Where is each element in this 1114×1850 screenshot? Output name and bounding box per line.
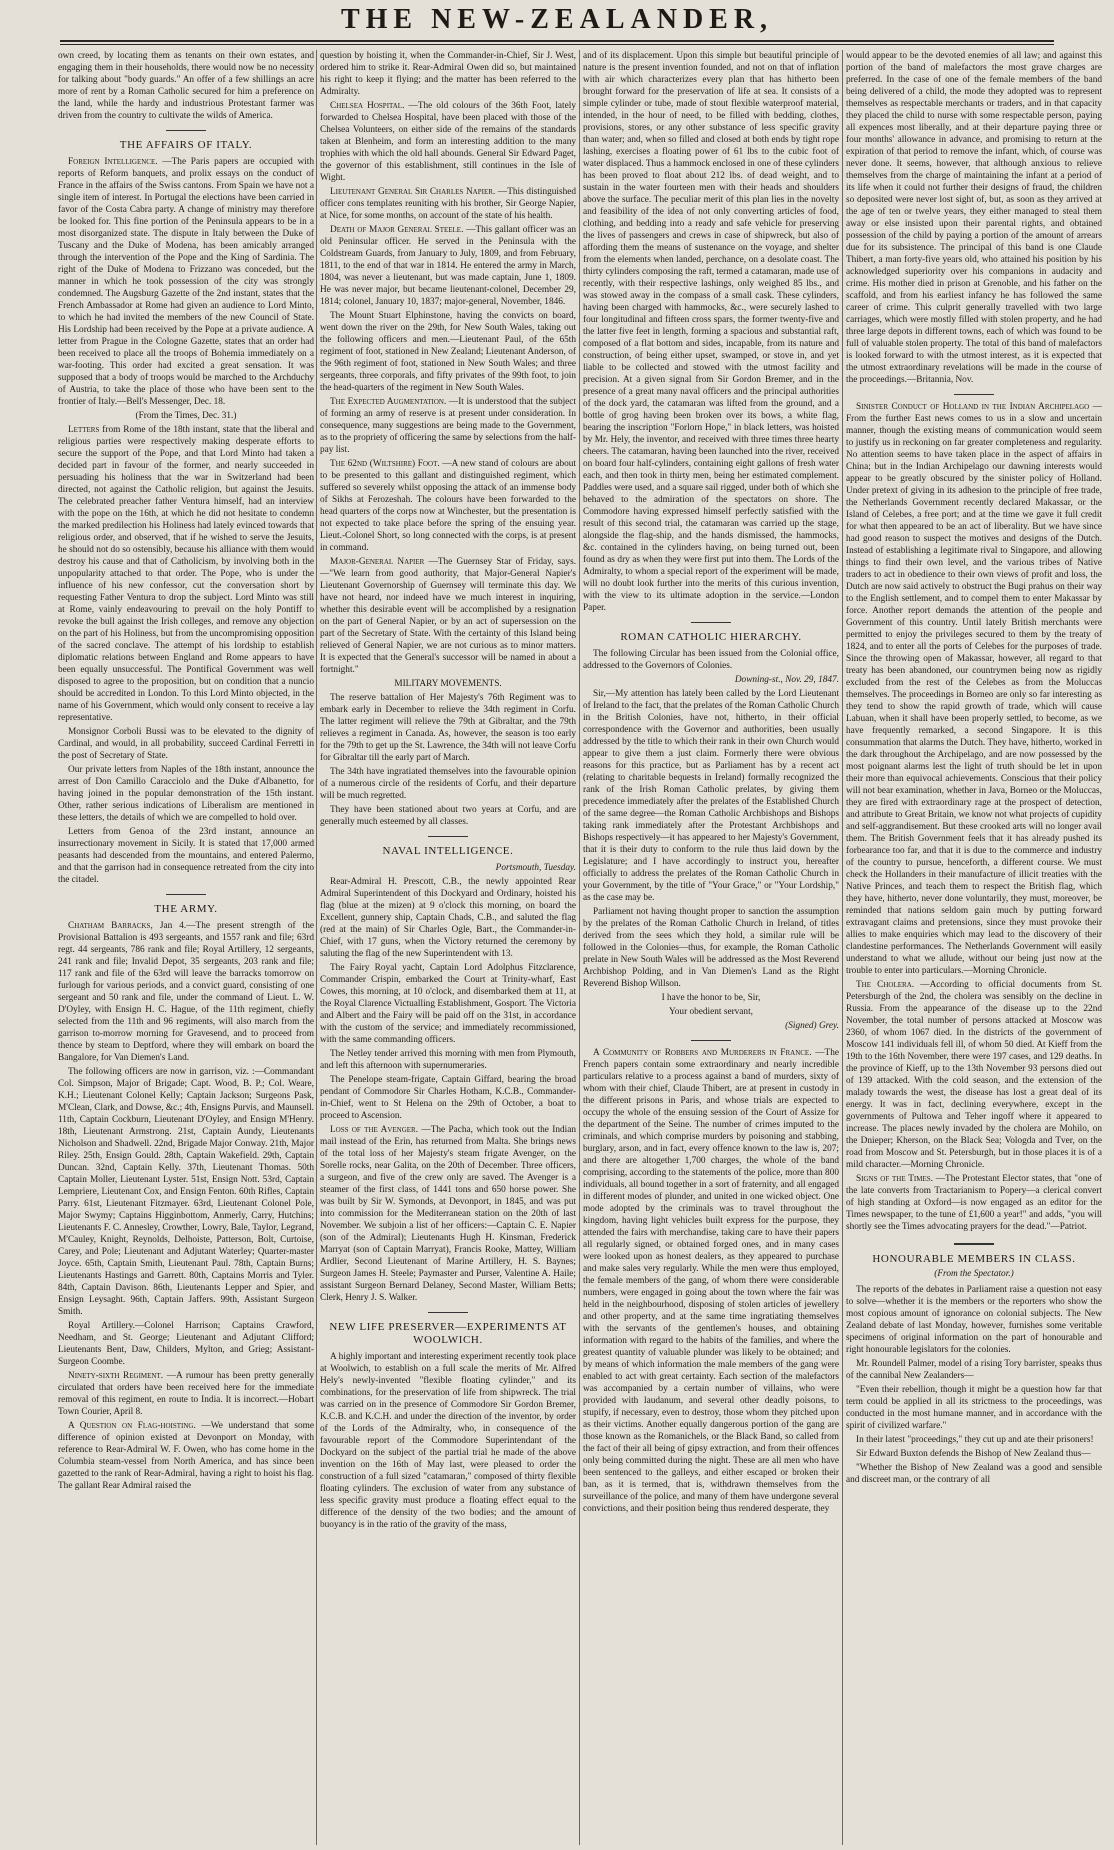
article-paragraph: question by hoisting it, when the Commander-in-Chief, Sir J. West, ordered him to strike it. Rear-Admiral Owen did so, but maintained his right to keep it flying; and the matter has been referred to the Admiralty. bbox=[320, 51, 576, 97]
paragraph-lead: Major-General Napier bbox=[330, 557, 425, 567]
paragraph-text: —It is understood that the subject of forming an army of reserve is at present under consideration. In consequence, many suggestions are being made to the Government, as to the propriety of officering the same by selections from the half-pay list. bbox=[320, 397, 576, 455]
paragraph-lead: Chatham Barracks, bbox=[68, 921, 153, 931]
article-paragraph bbox=[320, 224, 576, 308]
paragraph-text: —The Guernsey Star of Friday, says.—"We learn from good authority, that Major-General Napier's Lieutenant Governorship of Guernsey will terminate this day. We have not heard, nor indeed have we much interest in inquiring, whether this desirable event will be accomplished by a resignation on the part of General Napier, or by an act of supersession on the part of the Secretary of State. With the certainty of this Island being relieved of General Napier, we are not curious as to minor matters. It is expected that the General's successor will be named in about a fortnight." bbox=[320, 557, 576, 675]
article-paragraph: Letters from Genoa of the 23rd instant, announce an insurrectionary movement in Sicily. It is stated that 17,000 armed peasants had descended from the mountains, and entered Palermo, and that the garrison had in consequence retreated from the city into the citadel. bbox=[58, 827, 314, 885]
paragraph-lead: Lieutenant General Sir Charles Napier. bbox=[330, 187, 496, 197]
article-paragraph: Sir Edward Buxton defends the Bishop of New Zealand thus— bbox=[856, 1449, 1091, 1459]
article-paragraph bbox=[58, 1420, 314, 1492]
article-paragraph bbox=[846, 1173, 1102, 1233]
column-divider bbox=[842, 50, 843, 1845]
paragraph-text: —From the further East news comes to us in a slow and uncertain manner, though the existing means of communication would seem to justify us in reckoning on far greater completeness and regularity. No attention seems to have taken place in the aspect of affairs in China; but in the Indian Archipelago our dawning interests would appear to be greatly obscured by the sinister policy of Holland. Under pretext of giving in its adhesion to the principle of free trade, the Netherlands Government recently declared Makassar, or the Island of Celebes, a free port; and at the time we gave it full credit for what then appeared to be an act of liberality. But we have since had good reason to suspect the motives and designs of the Dutch. Instead of establishing a legitimate rival to Singapore, and allowing things to find their own level, and the various tribes of Native traders to act in obedience to their own views of profit and loss, the Dutch are now said actively to obstruct the Bugi prahus on their way to the English settlement, and to compel them to enter Makassar by force. Another report demands the attention of the people and Government of this country. Until lately British merchants were permitted to enjoy the privileges secured to them by the treaty of 1824, and to enter all the ports of Celebes for the purposes of trade. Since the throwing open of Makassar, however, all regard to that treaty has been abandoned, our countrymen being now as rigidly excluded from the rest of the Celebes as from the Moluccas themselves. The proceedings in Borneo are only so far interesting as they tend to show the rapid growth of trade, which will cause Labuan, when it shall have been properly settled, to become, as we have frequently remarked, a second Singapore. It is this consummation that alarms the Dutch. They have, hitherto, worked in the dark throughout the Archipelago, and are now possessed by the most poignant alarms lest the light of truth should be let in upon their more than equivocal achievements. Conscious that their policy will not bear examination, whether in Java, Borneo or the Moluccas, they are fired with extraordinary rage at the prospect of detection, and attribute to Great Britain, we know not what projects of cupidity and self-aggrandisement. But these crooked arts will no longer avail them. The British Government feels that it has already pushed its forbearance too far, and that it is due to the commerce and industry of the country to pursue, henceforth, a different course. We must check the Hollanders in their manufacture of illicit treaties with the Native Princes, and teach them to respect the British flag, which they have, hitherto, never done voluntarily, they must, moreover, be reminded that nations seldom gain much by putting forward extravagant claims and pretensions, since they must provoke their allies to make enquiries which may lead to the discovery of their clandestine performances. The Netherlands Government will easily understand to what we allude, without our being just now at the trouble to enter into particulars.—Morning Chronicle. bbox=[846, 402, 1102, 976]
article-paragraph: The Fairy Royal yacht, Captain Lord Adolphus Fitzclarence, Commander Crispin, embarked the Court at Trinity-wharf, East Cowes, this morning, at 10 o'clock, and disembarked them at 11, at the Royal Clarence Victualling Establishment, Gosport. The Victoria and Albert and the Fairy will be paid off on the 31st, in accordance with the custom of the service; and immediately recommissioned, with the same commanding officers. bbox=[320, 963, 576, 1045]
article-paragraph: Portsmouth, Tuesday. bbox=[495, 863, 576, 873]
paragraph-text: —According to official documents from St. Petersburgh of the 2nd, the cholera was sensibly on the decline in Russia. From the appearance of the disease up to the 22nd November, the total number of persons attacked at Moscow was 2360, of whom 1067 died. In the districts of the government of Moscow 141 individuals fell ill, of whom 50 died. At Kieff from the 19th to the 16th November, there were 197 cases, and 129 deaths. In the province of Kieff, up to the 13th November 93 persons died out of 139 attacked. With the cold season, and the extension of the malady towards the west, the disease has lost a great deal of its energy. It was in fact, declining everywhere, except in the governments of Pultowa and Teher ingoff where it appeared to increase. The places newly invaded by the cholera are Mohilo, on the Dnieper; Kherson, on the Black Sea; Vologda and Tver, on the road from Moscow and St. Petersburgh, but in those places it is of a mild character.—Morning Chronicle. bbox=[846, 980, 1102, 1170]
paragraph-lead: Sinister Conduct of Holland in the Indian Archipelago bbox=[856, 402, 1090, 412]
paragraph-lead: The 62nd (Wiltshire) Foot. bbox=[330, 459, 440, 469]
paragraph-text: —This gallant officer was an old Peninsular officer. He served in the Peninsula with the Coldstream Guards, from January to July, 1809, and from February, 1811, to the end of that war in 1814. He entered the army in March, 1804, was never a lieutenant, but was made captain, June 1, 1809. He was never major, but became lieutenant-colonel, December 29, 1814; colonel, January 10, 1837; major-general, November, 1846. bbox=[320, 225, 576, 307]
paragraph-text: —The Pacha, which took out the Indian mail instead of the Erin, has returned from Malta. She brings news of the total loss of her Majesty's steam frigate Avenger, on the Sorelle rocks, near Galita, on the 20th of December. Three officers, a surgeon, and five of the crew only are saved. The Avenger is a steamer of the first class, of 1441 tons and 650 horse power. She was built by Sir W. Symonds, at Devonport, in 1845, and was put into commission for the Mediterranean station on the 20th of last November. We subjoin a list of her officers:—Captain C. E. Napier (son of the Admiral); Lieutenants Hugh H. Kinsman, Frederick Marryat (son of Captain Marryat), Francis Rooke, Mattey, William Ardlier, Second Lieutenant of Marine Artillery, H. S. Baynes; Surgeon James H. Steele; Paymaster and Purser, Valentine A. Haile; assistant Surgeon Bernard Delaney, Second Master, William Betts; Clerk, Henry J. S. Walker. bbox=[320, 1125, 576, 1303]
column-2 bbox=[320, 50, 576, 1845]
section-heading: NAVAL INTELLIGENCE. bbox=[382, 845, 514, 857]
article-paragraph: They have been stationed about two years at Corfu, and are generally much esteemed by all classes. bbox=[320, 805, 576, 827]
paragraph-text: Jan 4.—The present strength of the Provisional Battalion is 493 sergeants, and 1557 rank and file; 63rd regt. 44 sergeants, 786 rank and file; Royal Artillery, 12 sergeants, 241 rank and file; Invalid Depot, 35 sergeants, 203 rank and file; 117 rank and file of the 63rd will leave the barracks tomorrow on furlough for various periods, and a convict guard, consisting of one sergeant and 50 rank and file, under the command of Lieut. L. W. D'Oyley, with Ensign H. C. Hague, of the 11th regiment, chiefly selected from the 11th and 96 regiments, will also march from the garrison to-morrow morning for Gravesend, and to proceed from thence by steam to Deptford, where they will embark on board the Bangalore, for Van Diemen's Land. bbox=[58, 921, 314, 1063]
article-paragraph bbox=[58, 1370, 314, 1418]
article-paragraph bbox=[320, 100, 576, 184]
article-paragraph: The Penelope steam-frigate, Captain Giffard, bearing the broad pendant of Commodore Sir Charles Hotham, K.C.B., Commander-in-Chief, went to St Helena on the 29th of October, a boat to proceed to Ascension. bbox=[320, 1075, 576, 1121]
paragraph-text: —A new stand of colours are about to be presented to this gallant and distinguished regiment, which suffered so severely whilst opposing the attack of an immense body of Sikhs at Ferozeshah. The colours have been forwarded to the head quarters of the corps now at Winchester, but the presentation is not expected to take place before the spring of the ensuing year. Lieut.-Colonel Short, so long connected with the corps, is at present in command. bbox=[320, 459, 576, 553]
paragraph-lead: The Cholera. bbox=[856, 980, 915, 990]
section-divider bbox=[954, 394, 994, 395]
paragraph-text: —We understand that some difference of opinion existed at Devonport on Monday, with reference to Rear-Admiral W. F. Owen, who has come home in the Columbia steam-vessel from North America, and has since been gazetted to the rank of Rear-Admiral, having a right to hoist his flag. The gallant Rear Admiral raised the bbox=[58, 1421, 314, 1491]
article-paragraph: Mr. Roundell Palmer, model of a rising Tory barrister, speaks thus of the cannibal New Zealanders— bbox=[846, 1359, 1102, 1381]
section-divider bbox=[691, 1040, 731, 1041]
paragraph-text: —The Paris papers are occupied with reports of Reform banquets, and prolix essays on the conduct of France in the affairs of the Swiss cantons. From Spain we have not a single item of interest. In Portugal the elections have been carried in favor of the Costa Cabra party. A change of ministry may therefore be looked for. This fine portion of the Peninsula appears to be in a most disorganized state. The dispute in Italy between the Duke of Tuscany and the Duke of Modena, has been amicably arranged through the intervention of the Pope and the King of Sardinia. The right of the Duke of Modena to Frizzano was conceded, but the manner in which he took possession of the city was strongly condemned. The Augsburg Gazette of the 2nd instant, states that the French Ambassador at Rome had given an audience to Lord Minto, to which he had invited the members of the new Council of State. His Lordship had been received by the Pope at a private audience. A letter from Prague in the Cologne Gazette, states that an order had been received to place all the troops of Bohemia immediately on a war-footing. This order had excited a great sensation. It was supposed that a body of troops would be marched to the Archduchy of Austria, to take the place of those who have been sent to the frontier of Italy.—Bell's Messenger, Dec. 18. bbox=[58, 157, 314, 407]
masthead-title: THE NEW-ZEALANDER, bbox=[340, 4, 774, 35]
article-paragraph: The reserve battalion of Her Majesty's 76th Regiment was to embark early in December to relieve the 34th regiment in Corfu. The latter regiment will relieve the 79th at Gibraltar, and the 79th relieves a regiment in Canada. As, however, the season is too early for the 79th to get up the St. Lawrence, the 34th will not leave Corfu for Gibraltar till the early part of March. bbox=[320, 693, 576, 763]
article-paragraph: Downing-st., Nov. 29, 1847. bbox=[734, 675, 839, 685]
section-divider bbox=[428, 836, 468, 837]
paragraph-text: —The Protestant Elector states, that "one of the late converts from Tractarianism to Popery—a clerical convert of high standing at Oxford—is now engaged as an editor for the Times newspaper, to the tune of £1,600 a year!" and adds, "you will shortly see the Times advocating prayers for the dead."—Patriot. bbox=[846, 1174, 1102, 1232]
article-paragraph: A highly important and interesting experiment recently took place at Woolwich, to establish on a full scale the merits of Mr. Alfred Hely's newly-invented "flexible floating cylinder," and its combinations, for the preservation of life from shipwreck. The trial was carried on in the presence of Commodore Sir Gordon Bremer, K.C.B. and K.C.H. and under the direction of the inventor, by order of the Lords of the Admiralty, who, in consequence of the favourable report of the Commodore Superintendant of the Dockyard on the subject of the partial trial he made of the above invention on the 16th of May last, were pleased to order the construction of a full sized "catamaran," composed of thirty flexible floating cylinders. The exclusion of water from any substance of less specific gravity must produce a floating effect equal to the difference of the density of the two bodies; and the amount of buoyancy is in the ratio of the gravity of the mass, bbox=[320, 1352, 576, 1530]
paragraph-lead: Foreign Intelligence. bbox=[68, 157, 158, 167]
article-paragraph bbox=[320, 186, 576, 222]
article-paragraph: The following Circular has been issued from the Colonial office, addressed to the Governors of Colonies. bbox=[583, 649, 839, 671]
paragraph-lead: Signs of the Times. bbox=[856, 1174, 933, 1184]
article-paragraph: Rear-Admiral H. Prescott, C.B., the newly appointed Rear Admiral Superintendent of this Dockyard and Ordinary, hoisted his flag (blue at the mizen) at 9 o'clock this morning, on board the Excellent, gunnery ship, Captain Chads, C.B., and saluted the flag (red at the main) of Sir Charles Ogle, Bart., the Commander-in-Chief, with 17 guns, when the Victory returned the ceremony by saluting the flag of the new Superintendent with 13. bbox=[320, 877, 576, 959]
article-paragraph: The reports of the debates in Parliament raise a question not easy to solve—whether it is the members or the reporters who show the most copious amount of ignorance on colonial subjects. The New Zealand debate of last Monday, however, furnishes some veritable specimens of original information on the part of honourable and right honourable legislators for the colonies. bbox=[846, 1285, 1102, 1355]
column-3 bbox=[583, 50, 839, 1845]
article-paragraph: Your obedient servant, bbox=[668, 1007, 753, 1017]
article-paragraph: (Signed) Grey. bbox=[785, 1021, 839, 1031]
paragraph-lead: Death of Major General Steele. bbox=[330, 225, 464, 235]
article-paragraph bbox=[846, 401, 1102, 977]
paragraph-text: —This distinguished officer cons templates reuniting with his brother, Sir George Napier, at Nice, for some months, on account of the state of his health. bbox=[320, 187, 576, 221]
article-paragraph: (From the Times, Dec. 31.) bbox=[135, 411, 237, 421]
article-paragraph bbox=[320, 396, 576, 456]
section-divider bbox=[954, 1243, 994, 1245]
column-4 bbox=[846, 50, 1102, 1845]
masthead-rule bbox=[60, 40, 1054, 45]
article-paragraph: The Netley tender arrived this morning with men from Plymouth, and left this afternoon with supernumeraries. bbox=[320, 1049, 576, 1071]
section-heading: NEW LIFE PRESERVER—EXPERIMENTS AT WOOLWICH. bbox=[329, 1321, 567, 1346]
column-divider bbox=[316, 50, 317, 1845]
section-heading: HONOURABLE MEMBERS IN CLASS. bbox=[872, 1253, 1076, 1265]
article-paragraph: MILITARY MOVEMENTS. bbox=[394, 679, 502, 689]
article-paragraph bbox=[58, 424, 314, 724]
paragraph-lead: Loss of the Avenger. bbox=[330, 1125, 419, 1135]
article-paragraph: The following officers are now in garrison, viz. :—Commandant Col. Simpson, Major of Brigade; Capt. Wood, B. P.; Col. Weare, K.H.; Lieutenant Colonel Kelly; Captain Jackson; Surgeons Pask, M'Clean, Clark, and Dowse, &c.; 4th, Ensigns Purvis, and Maunsell. 11th, Captain Cockburn, Lieutenant D'Oyley, and Ensign M'Henry. 18th, Lieutenant Armstrong. 21st, Captain Aundy, Lieutenants Nicholson and Shadwell. 22nd, Brigade Major Conway. 21th, Major Riley. 25th, Ensign Gould. 28th, Captain Wakefield. 29th, Captain Duncan. 32nd, Captain Kelly. 37th, Lieutenant Thomas. 50th Captain Moller, Lieutenant Lyster. 51st, Ensign Nott. 53rd, Captain Lempriere, Lieutenant Cox, and Ensign Fenton. 60th Rifles, Captain Parry. 61st, Lieutenant Fitzmayer. 63rd, Lieutenant Colonel Pole, Major Swymy; Captains Higginbottom, Anmerly, Carry, Hutchins; Lieutenants F. C. Annesley, Crowther, Lowry, Bale, Taylor, Legrand, M'Cauley, Knight, Reynolds, Delhoiste, Patterson, Bolt, Curtoise, Carey, and Pole; Lieutenant and Adjutant Waterley; Quarter-master Joyce. 65th, Captain Smith, Lieutenant Paul. 78th, Captain Burns; Lieutenants Hastings and Garrett. 80th, Captains Morris and Tyler. 84th, Captain Davison. 86th, Lieutenants Lepper and Spier, and Ensign Leysaght. 96th, Captain Jaffers. 99th, Assistant Surgeon Smith. bbox=[58, 1067, 314, 1317]
section-divider bbox=[691, 622, 731, 623]
paragraph-text: —The French papers contain some extraordinary and nearly incredible particulars relative to a process against a band of murders, sixty of whom with their chief, Claude Thibert, are at present in custody in the different prisons in Paris, and whose trials are expected to occupy the whole of the ensuing session of the Court of Assize for the department of the Seine. The number of crimes imputed to the criminals, and which comprise murders by poisoning and stabbing, burglary, arson, and in fact, every offence known to the law is, 207; and there are altogether 1,700 charges, the whole of the band comprising, according to the statements of the police, more than 800 individuals, all bound together in a sort of fraternity, and all engaged in different modes of plunder, and united in one wicked object. One mode adopted by the criminals was to travel throughout the kingdom, having light vehicles built express for the purpose, they attended the fairs with merchandise, taking care to have their papers all regularly signed, or obtained forged ones, and in many cases were looked upon as honest dealers, as they appeared to purchase and make sales very regularly. While the men were thus employed, the female members of the gang, of whom there were considerable numbers, were engaged in going about the town where the fair was held in the neighbourhood, disposing of stolen articles of jewellery and other property, and at the same time ingratiating themselves with the servants of the gentlemen's houses, and obtaining information with regard to the habits of the families, and where the greatest quantity of valuable plunder was likely to be obtained; and by means of which information the male members of the gang were enabled to act with great certainty. Each section of the malefactors was accompanied by a certain number of villains, who were provided with laudanum, and several other deadly poisons, to stupify, if necessary, even to destroy, those whom they pitched upon as their victims. Another equally dangerous portion of the gang are those known as the Romanichels, or the Black Band, so called from the fact of their all being of gipsy extraction, and from their offences only being committed during the night. These are all men who have been sentenced to the galleys, and either escaped or broken their ban, as it is termed, that is, withdrawn themselves from the surveillance of the police, and many of them have undergone several convictions, and their position being thus rendered desperate, they bbox=[583, 1048, 839, 1514]
article-paragraph: "Even their rebellion, though it might be a question how far that term could be applied in all its strictness to the proceedings, was conducted in the most humane manner, and in accordance with the spirit of civilized warfare." bbox=[846, 1385, 1102, 1431]
section-heading: THE ARMY. bbox=[154, 903, 218, 915]
article-paragraph: The Mount Stuart Elphinstone, having the convicts on board, went down the river on the 29th, for New South Wales, taking out the following officers and men.—Lieutenant Paul, of the 65th regiment of foot, stationed in New Zealand; Lieutenant Anderson, of the 96th regiment of foot, stationed in New South Wales; and three sergeants, three corporals, and fifty privates of the 99th foot, to join the head-quarters of the regiment in New South Wales. bbox=[320, 311, 576, 393]
paragraph-lead: A Question on Flag-hoisting. bbox=[68, 1421, 196, 1431]
article-paragraph bbox=[320, 1124, 576, 1304]
section-source: (From the Spectator.) bbox=[934, 1269, 1014, 1279]
article-paragraph: Our private letters from Naples of the 18th instant, announce the arrest of Don Camillo Caracciolo and the Duke d'Albanetto, for having joined in the popular demonstration of the 15th instant. Other, rather serious indications of Liberalism are mentioned in these letters, the details of which we are compelled to hold over. bbox=[58, 765, 314, 823]
article-paragraph: Monsignor Corboli Bussi was to be elevated to the dignity of Cardinal, and would, in all probability, succeed Cardinal Ferretti in the post of Secretary of State. bbox=[58, 727, 314, 761]
article-paragraph bbox=[846, 979, 1102, 1171]
section-divider bbox=[166, 894, 206, 895]
article-paragraph bbox=[583, 1047, 839, 1515]
paragraph-text: from Rome of the 18th instant, state that the liberal and religious parties were respectively making desperate efforts to secure the support of the Pope, and that Lord Minto had taken a decided part in favour of the former, and nearly succeeded in persuading his holiness that the war in Switzerland had been directed, not against the Catholic religion, but against the Jesuits. The celebrated preacher father Ventura himself, had an interview with the pope on the 16th, at which he did not hesitate to condemn the marked predilection his Holiness had lately evinced towards that religious order, and observed, that if he wished to serve the Jesuits, he should not do so ostensibly, because his alliance with them would destroy his cause and that of Catholicism, by involving both in the unpopularity attached to that order. The Pope, who is under the influence of his new confessor, cut the conversation short by requesting Father Ventura to drop the subject. Lord Minto was still at Rome, vainly endeavouring to prevail on the holy Pontiff to revoke the bull against the Irish colleges, and remove any objection on the part of his Holiness, but from the uncompromising opposition of the sacred conclave. The attempt of his lordship to establish diplomatic relations between England and Rome appears to have been equally unsuccessful. The Pontifical Government was well disposed to agree to the proposition, but on condition that a nuncio should be accredited in London. To this Lord Minto objected, in the name of his Government, which would only consent to receive a lay representative. bbox=[58, 425, 314, 723]
section-divider bbox=[428, 1312, 468, 1313]
paragraph-lead: Chelsea Hospital. bbox=[330, 101, 405, 111]
paragraph-lead: The Expected Augmentation. bbox=[330, 397, 447, 407]
article-paragraph: I have the honor to be, Sir, bbox=[661, 993, 761, 1003]
article-paragraph: Sir,—My attention has lately been called by the Lord Lieutenant of Ireland to the fact, that the prelates of the Roman Catholic Church in the British Colonies, have not, hitherto, in their official correspondence with the Governor and authorities, been usually addressed by the title to which their rank in their own Church would appear to give them a just claim. Formerly there were obvious reasons for this practice, but as Parliament has by a recent act (relating to charitable bequests in Ireland) formally recognized the rank of the Irish Roman Catholic prelates, by giving them precedence immediately after the prelates of the Established Church of the same degree—the Roman Catholic Archbishops and Bishops taking rank immediately after the Protestant Archbishops and Bishops respectively—it has appeared to her Majesty's Government, that it is their duty to conform to the rule thus laid down by the Legislature; and I have accordingly to instruct you, hereafter officially to address the prelates of the Roman Catholic Church in your Government, by the title of "Your Grace," or "Your Lordship," as the case may be. bbox=[583, 689, 839, 903]
article-paragraph bbox=[58, 920, 314, 1064]
paragraph-text: —A rumour has been pretty generally circulated that orders have been received here for the immediate removal of this regiment, en route to India. It is incorrect.—Hobart Town Courier, April 8. bbox=[58, 1371, 314, 1417]
paragraph-text: —The old colours of the 36th Foot, lately forwarded to Chelsea Hospital, have been placed with those of the Chelsea Volunteers, on either side of the remains of the standards taken at Blenheim, and form an interesting addition to the many trophies with which the old hall abounds. General Sir Edward Paget, the governor of this establishment, still continues in the Isle of Wight. bbox=[320, 101, 576, 183]
article-paragraph: Parliament not having thought proper to sanction the assumption by the prelates of the Roman Catholic Church in Ireland, of titles derived from the sees which they hold, a similar rule will be followed in the Colonies—thus, for example, the Roman Catholic prelate in New South Wales will be addressed as the Most Reverend Archbishop Polding, and in Van Diemen's Land as the Right Reverend Bishop Willson. bbox=[583, 907, 839, 989]
column-divider bbox=[579, 50, 580, 1845]
article-paragraph: and of its displacement. Upon this simple but beautiful principle of nature is the present invention founded, and not on that of inflation with air which characterizes every plan that has hitherto been brought forward for the preservation of life at sea. It consists of a simple cylinder or tube, made of stout flexible waterproof material, intended, in the hour of need, to be filled with bedding, clothes, provisions, stores, or any other substance of less specific gravity than water; and, when so filled and closed at both ends by tight rope lashing, exercises a floating power of 61 lbs to the cubic foot of water displaced. Thus a hammock enclosed in one of these cylinders has been proved to float about 212 lbs. of dead weight, and to sustain in the water fourteen men with their heads and shoulders above the surface. The peculiar merit of this plan lies in the novelty and feasibility of the idea of not only converting articles of food, clothing, and bedding into a ready and safe vehicle for preserving the lives of passengers and crews in case of shipwreck, but also of affording them the means of sustenance on the voyage, and shelter from the elements when landed, perchance, on a desolate coast. The thirty cylinders composing the raft, termed a catamaran, made use of recently, with their respective lashings, only weighed 85 lbs., and was stowed away in the compass of a small cask. These cylinders, having been charged with hammocks, &c., were securely lashed to four longitudinal and fifteen cross spars, the former twenty-five and the latter five feet in length, forming a spacious and substantial raft, composed of a flat bottom and sides, incapable, from its nature and construction, of being either upset, swamped, or stove in, and yet liable to be collected and stowed with the utmost facility and precision. At a given signal from Sir Gordon Bremer, and in the presence of a great many naval officers and the principal authorities of the dock yard, the catamaran was lifted from the ground, and a bottle of grog having been broken over its bows, a white flag, bearing the inscription "Forlorn Hope," in black letters, was hoisted by Mr. Hely, the inventor, and received with three times three hearty cheers. The catamaran, having been launched into the river, received on board four half-cylinders, containing eight gallons of fresh water each, and then took in thirty men, being her estimated complement. Paddles were used, and a square sail rigged, under both of which she behaved to the admiration of the spectators on shore. The Commodore having expressed himself perfectly satisfied with the result of this second trial, the catamaran was carried up the stage, alongside the flag-ship, and the hands dismissed, the hammocks, &c. contained in the cylinders having, on being turned out, been found as dry as when they were first put into them. The Lords of the Admiralty, to whom a special report of the experiment will be made, will no doubt look further into the merits of this curious invention, with the view to its ultimate adoption in the service.—London Paper. bbox=[583, 51, 839, 613]
section-heading: ROMAN CATHOLIC HIERARCHY. bbox=[620, 631, 802, 643]
article-paragraph bbox=[320, 458, 576, 554]
article-paragraph: own creed, by locating them as tenants on their own estates, and engaging them in their households, there would now be no necessity for talking about "body guards." An offer of a few shillings an acre more of rent by a Roman Catholic secured for him a preference on the land, while the hardy and industrious Protestant farmer was driven from the country to cultivate the wilds of America. bbox=[58, 51, 314, 121]
article-paragraph: Royal Artillery.—Colonel Harrison; Captains Crawford, Needham, and St. George; Lieutenant and Adjutant Clifford; Lieutenants Bent, Daw, Childers, Mylton, and Grieg; Assistant-Surgeon Coombe. bbox=[58, 1321, 314, 1367]
paragraph-lead: A Community of Robbers and Murderers in France. bbox=[593, 1048, 812, 1058]
article-paragraph bbox=[58, 156, 314, 408]
article-paragraph: "Whether the Bishop of New Zealand was a good and sensible and discreet man, or the contrary of all bbox=[846, 1463, 1102, 1485]
article-paragraph bbox=[320, 556, 576, 676]
section-heading: THE AFFAIRS OF ITALY. bbox=[119, 139, 253, 151]
section-divider bbox=[166, 130, 206, 131]
paragraph-lead: Ninety-sixth Regiment. bbox=[68, 1371, 164, 1381]
article-paragraph: would appear to be the devoted enemies of all law; and against this portion of the band of malefactors the most grave charges are preferred. In the case of one of the female members of the band being delivered of a child, the mode they adopted was to represent themselves as respectable merchants or traders, and in that capacity they placed the child to nurse with some respectable person, paying all expences most liberally, and at their departure paying three or four months' allowance in advance, and promising to return at the expiration of that period to remove the infant, which, of course was never done. It seems, however, that although anxious to relieve themselves from the charge of maintaining the infant at a period of its life when it could not further their designs of fraud, the children so deposited were never lost sight of, but, as soon as they arrived at the age of ten or twelve years, they either managed to steal them away or else insisted upon their parental rights, and obtained possession of the child by paying a portion of the amount of arrears due for its subsistence. The principal of this band is one Claude Thibert, a man forty-five years old, who attained his position by his acknowledged superiority over his companions in audacity and crime. His mother died in prison at Grenoble, and his father on the scaffold, and from his earliest infancy he has followed the same career of crime. This culprit generally travelled with two large carriages, which were mostly filled with stolen property, and he had three large depots in different towns, each of which was found to be full of valuable stolen property. The total of this band of malefactors is looked forward to with the utmost interest, as it is expected that the utmost extraordinary revelations will be made in the course of the proceedings.—Britannia, Nov. bbox=[846, 51, 1102, 385]
article-paragraph: The 34th have ingratiated themselves into the favourable opinion of a numerous circle of the residents of Corfu, and their departure will be much regretted. bbox=[320, 767, 576, 801]
column-1 bbox=[58, 50, 314, 1845]
article-paragraph: In their latest "proceedings," they cut up and ate their prisoners! bbox=[856, 1435, 1094, 1445]
paragraph-lead: Letters bbox=[68, 425, 100, 435]
